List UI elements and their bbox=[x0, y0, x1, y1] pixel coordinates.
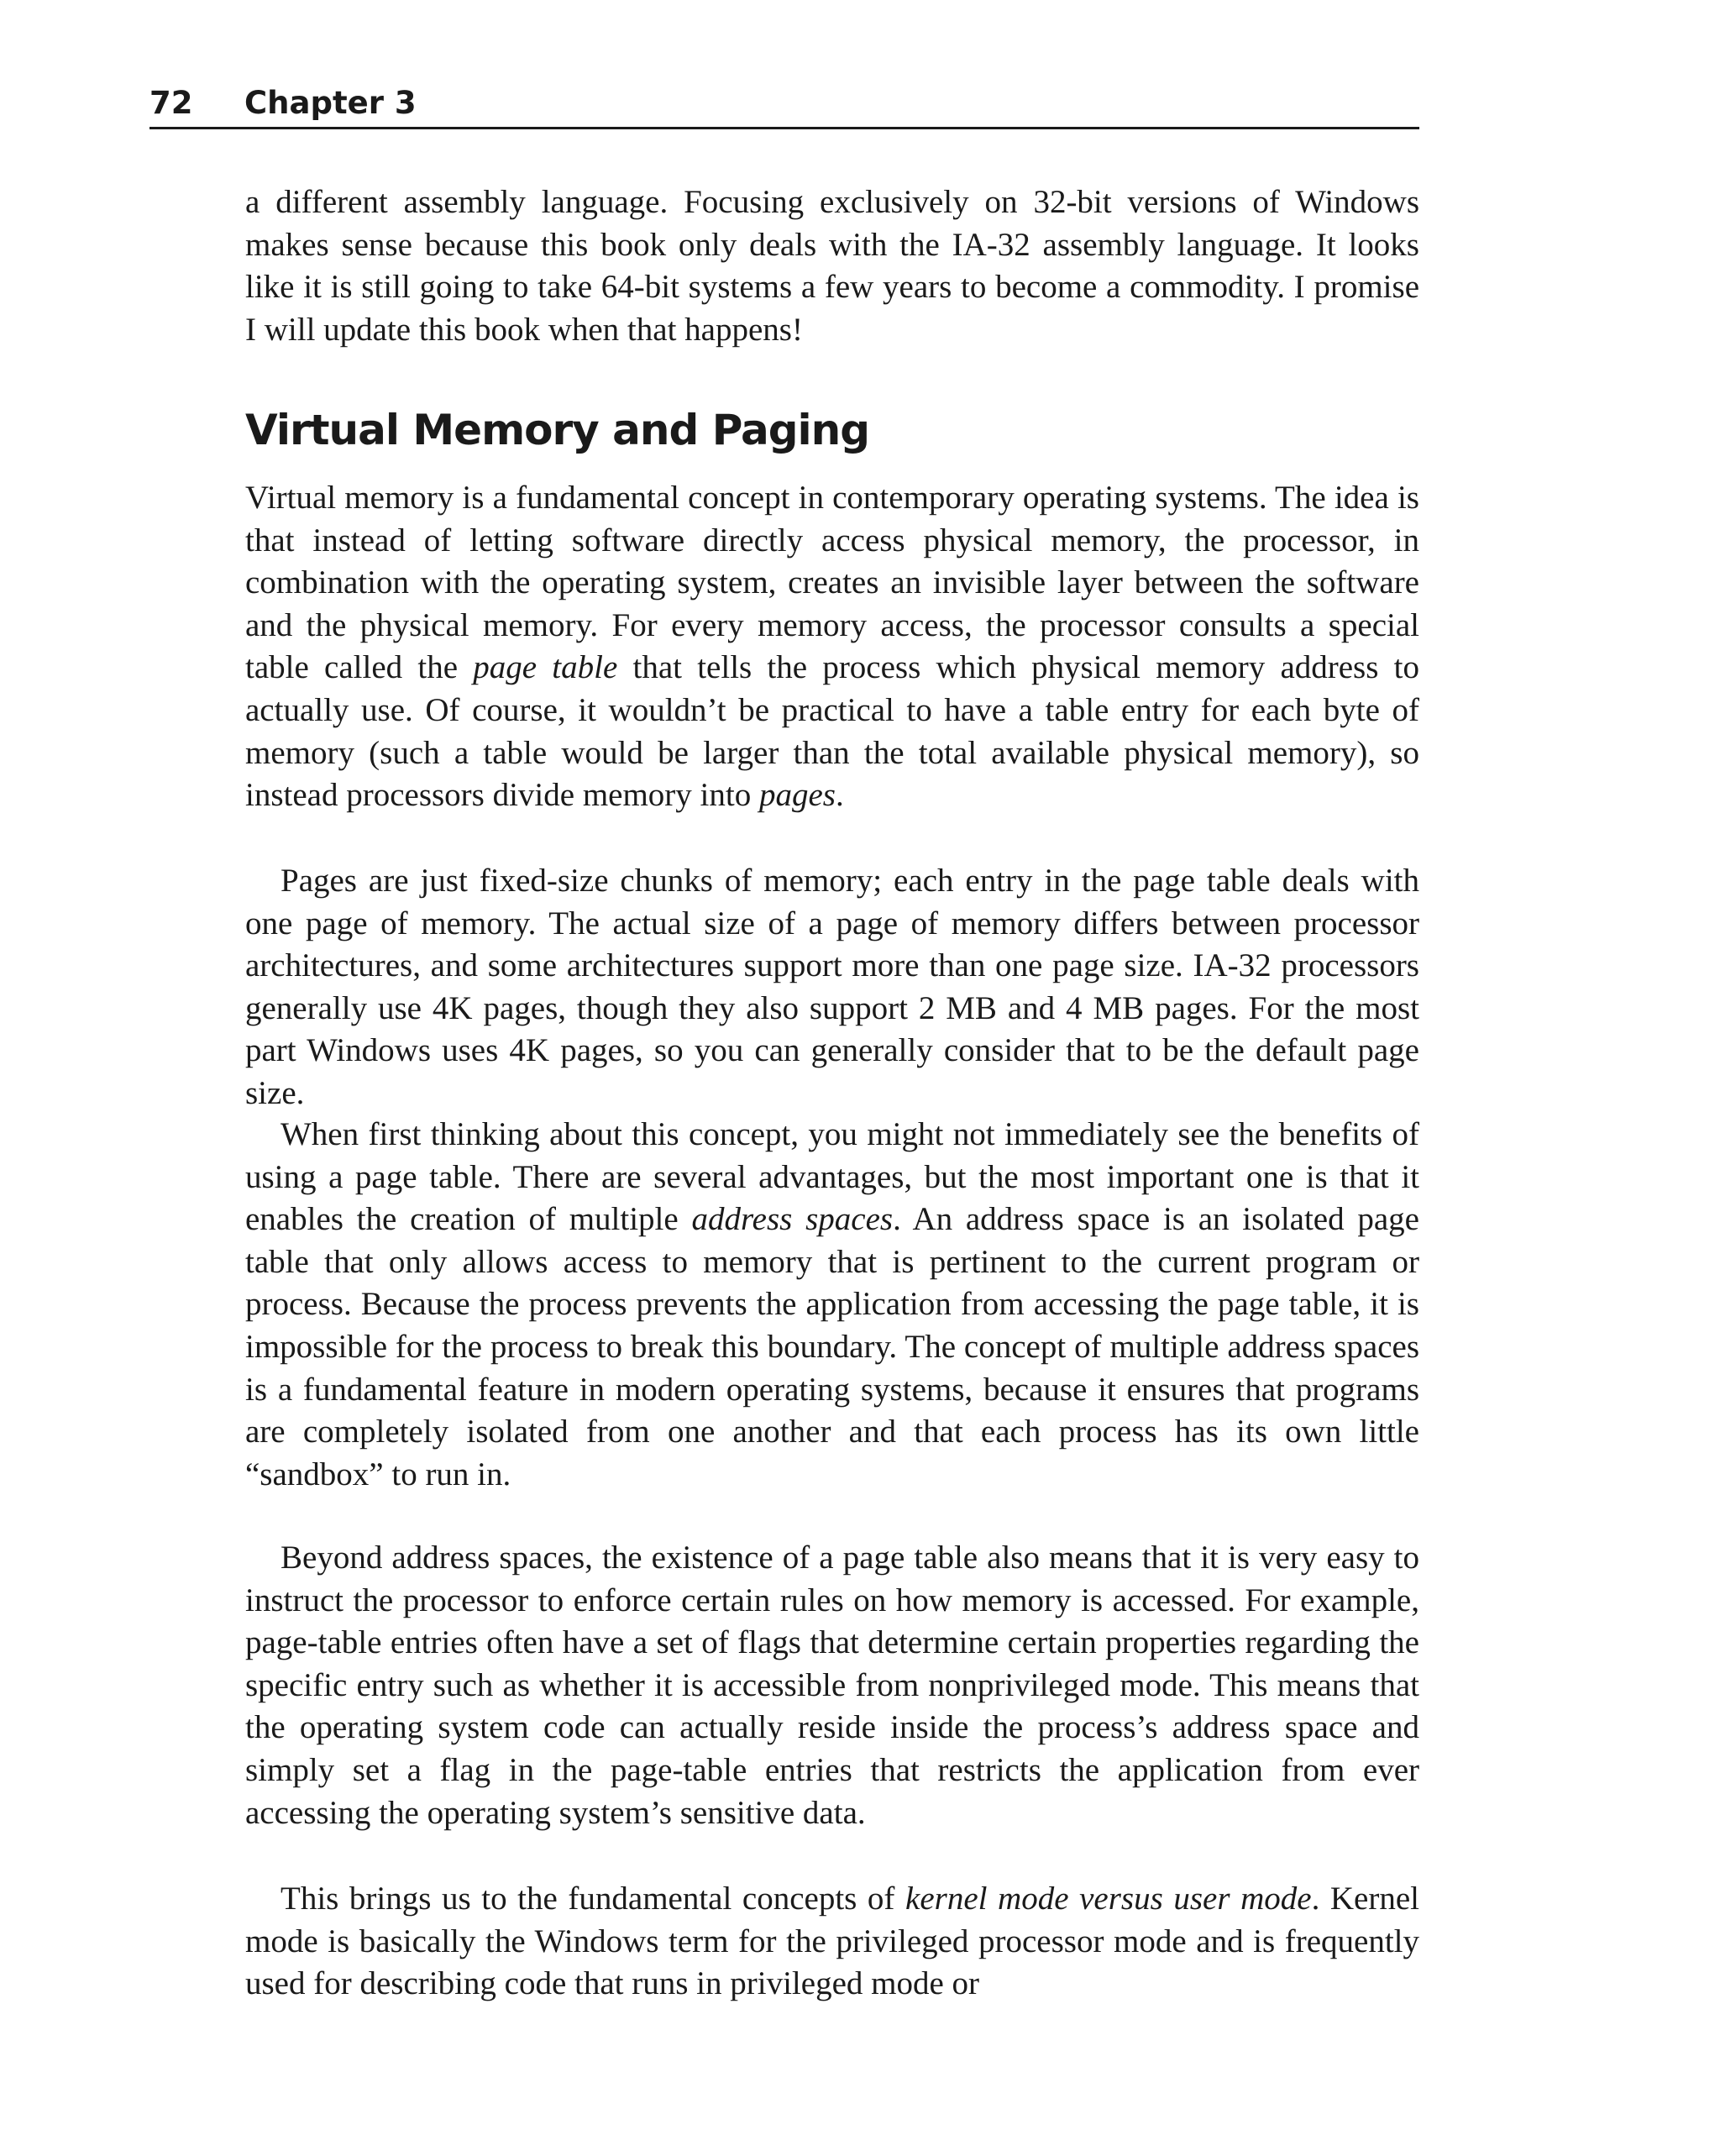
paragraph-text: . An address space is an isolated page table that only allows access to memory that is pertinent to the current program or process. Because the process prevents the application from accessing the page table, it is impossible for the process to break this boundary. The concept of multiple address spaces is a fundamental feature in modern operating systems, because it ensures that programs are completely isolated from one another and that each process has its own little “sandbox” to run in. bbox=[245, 1201, 1419, 1492]
paragraph-text: that tells the process which physical memory address to actually use. Of course, it wouldn’t be practical to have a table entry for each byte of memory (such a table would be larger than the total available physical memory), so instead processors divide memory into bbox=[245, 649, 1419, 814]
paragraph-text: This brings us to the fundamental concepts of bbox=[281, 1881, 906, 1917]
chapter-title: Chapter 3 bbox=[244, 85, 417, 121]
term-address-spaces: address spaces bbox=[691, 1201, 894, 1238]
paragraph-text: Virtual memory is a fundamental concept in contemporary operating systems. The idea is that instead of letting software directly access physical memory, the processor, in combination with the operating system, creates an invisible layer between the software and the physical memory. For every memory access, the processor consults a special table called the bbox=[245, 480, 1419, 686]
paragraph-text: . bbox=[835, 777, 844, 814]
term-pages: pages bbox=[758, 777, 836, 814]
page-number: 72 bbox=[149, 85, 193, 121]
term-kernel-vs-user-mode: kernel mode versus user mode bbox=[905, 1881, 1312, 1917]
paragraph-address-spaces bbox=[245, 1114, 1419, 1496]
term-page-table: page table bbox=[473, 649, 618, 686]
section-heading: Virtual Memory and Paging bbox=[245, 406, 870, 454]
paragraph-page-table-flags: Beyond address spaces, the existence of a page table also means that it is very easy to instruct the processor to enforce certain rules on how memory is accessed. For example, page-table entries often have a set of flags that determine certain properties regarding the specific entry such as whether it is accessible from nonprivileged mode. This means that the operating system code can actually reside inside the process’s address space and simply set a flag in the page-table entries that restricts the application from ever accessing the operating system’s sensitive data. bbox=[245, 1540, 1419, 1831]
paragraph-virtual-memory bbox=[245, 477, 1419, 817]
paragraph-kernel-mode bbox=[245, 1878, 1419, 2006]
intro-paragraph: a different assembly language. Focusing exclusively on 32-bit versions of Windows makes sense because this book only deals with the IA-32 assembly language. It looks like it is still going to take 64-bit systems a few years to become a commodity. I promise I will update this book when that happens! bbox=[245, 184, 1419, 348]
paragraph-text: . Kernel mode is basically the Windows term for the privileged processor mode and is frequently used for describing code that runs in privileged mode or bbox=[245, 1881, 1420, 2002]
running-header bbox=[149, 81, 1419, 129]
paragraph-pages: Pages are just fixed-size chunks of memory; each entry in the page table deals with one page of memory. The actual size of a page of memory differs between processor architectures, and some architectures support more than one page size. IA-32 processors generally use 4K pages, though they also support 2 MB and 4 MB pages. For the most part Windows uses 4K pages, so you can generally consider that to be the default page size. bbox=[245, 863, 1419, 1111]
paragraph-text: When first thinking about this concept, you might not immediately see the benefits of using a page table. There are several advantages, but the most important one is that it enables the creation of multiple bbox=[245, 1116, 1419, 1238]
